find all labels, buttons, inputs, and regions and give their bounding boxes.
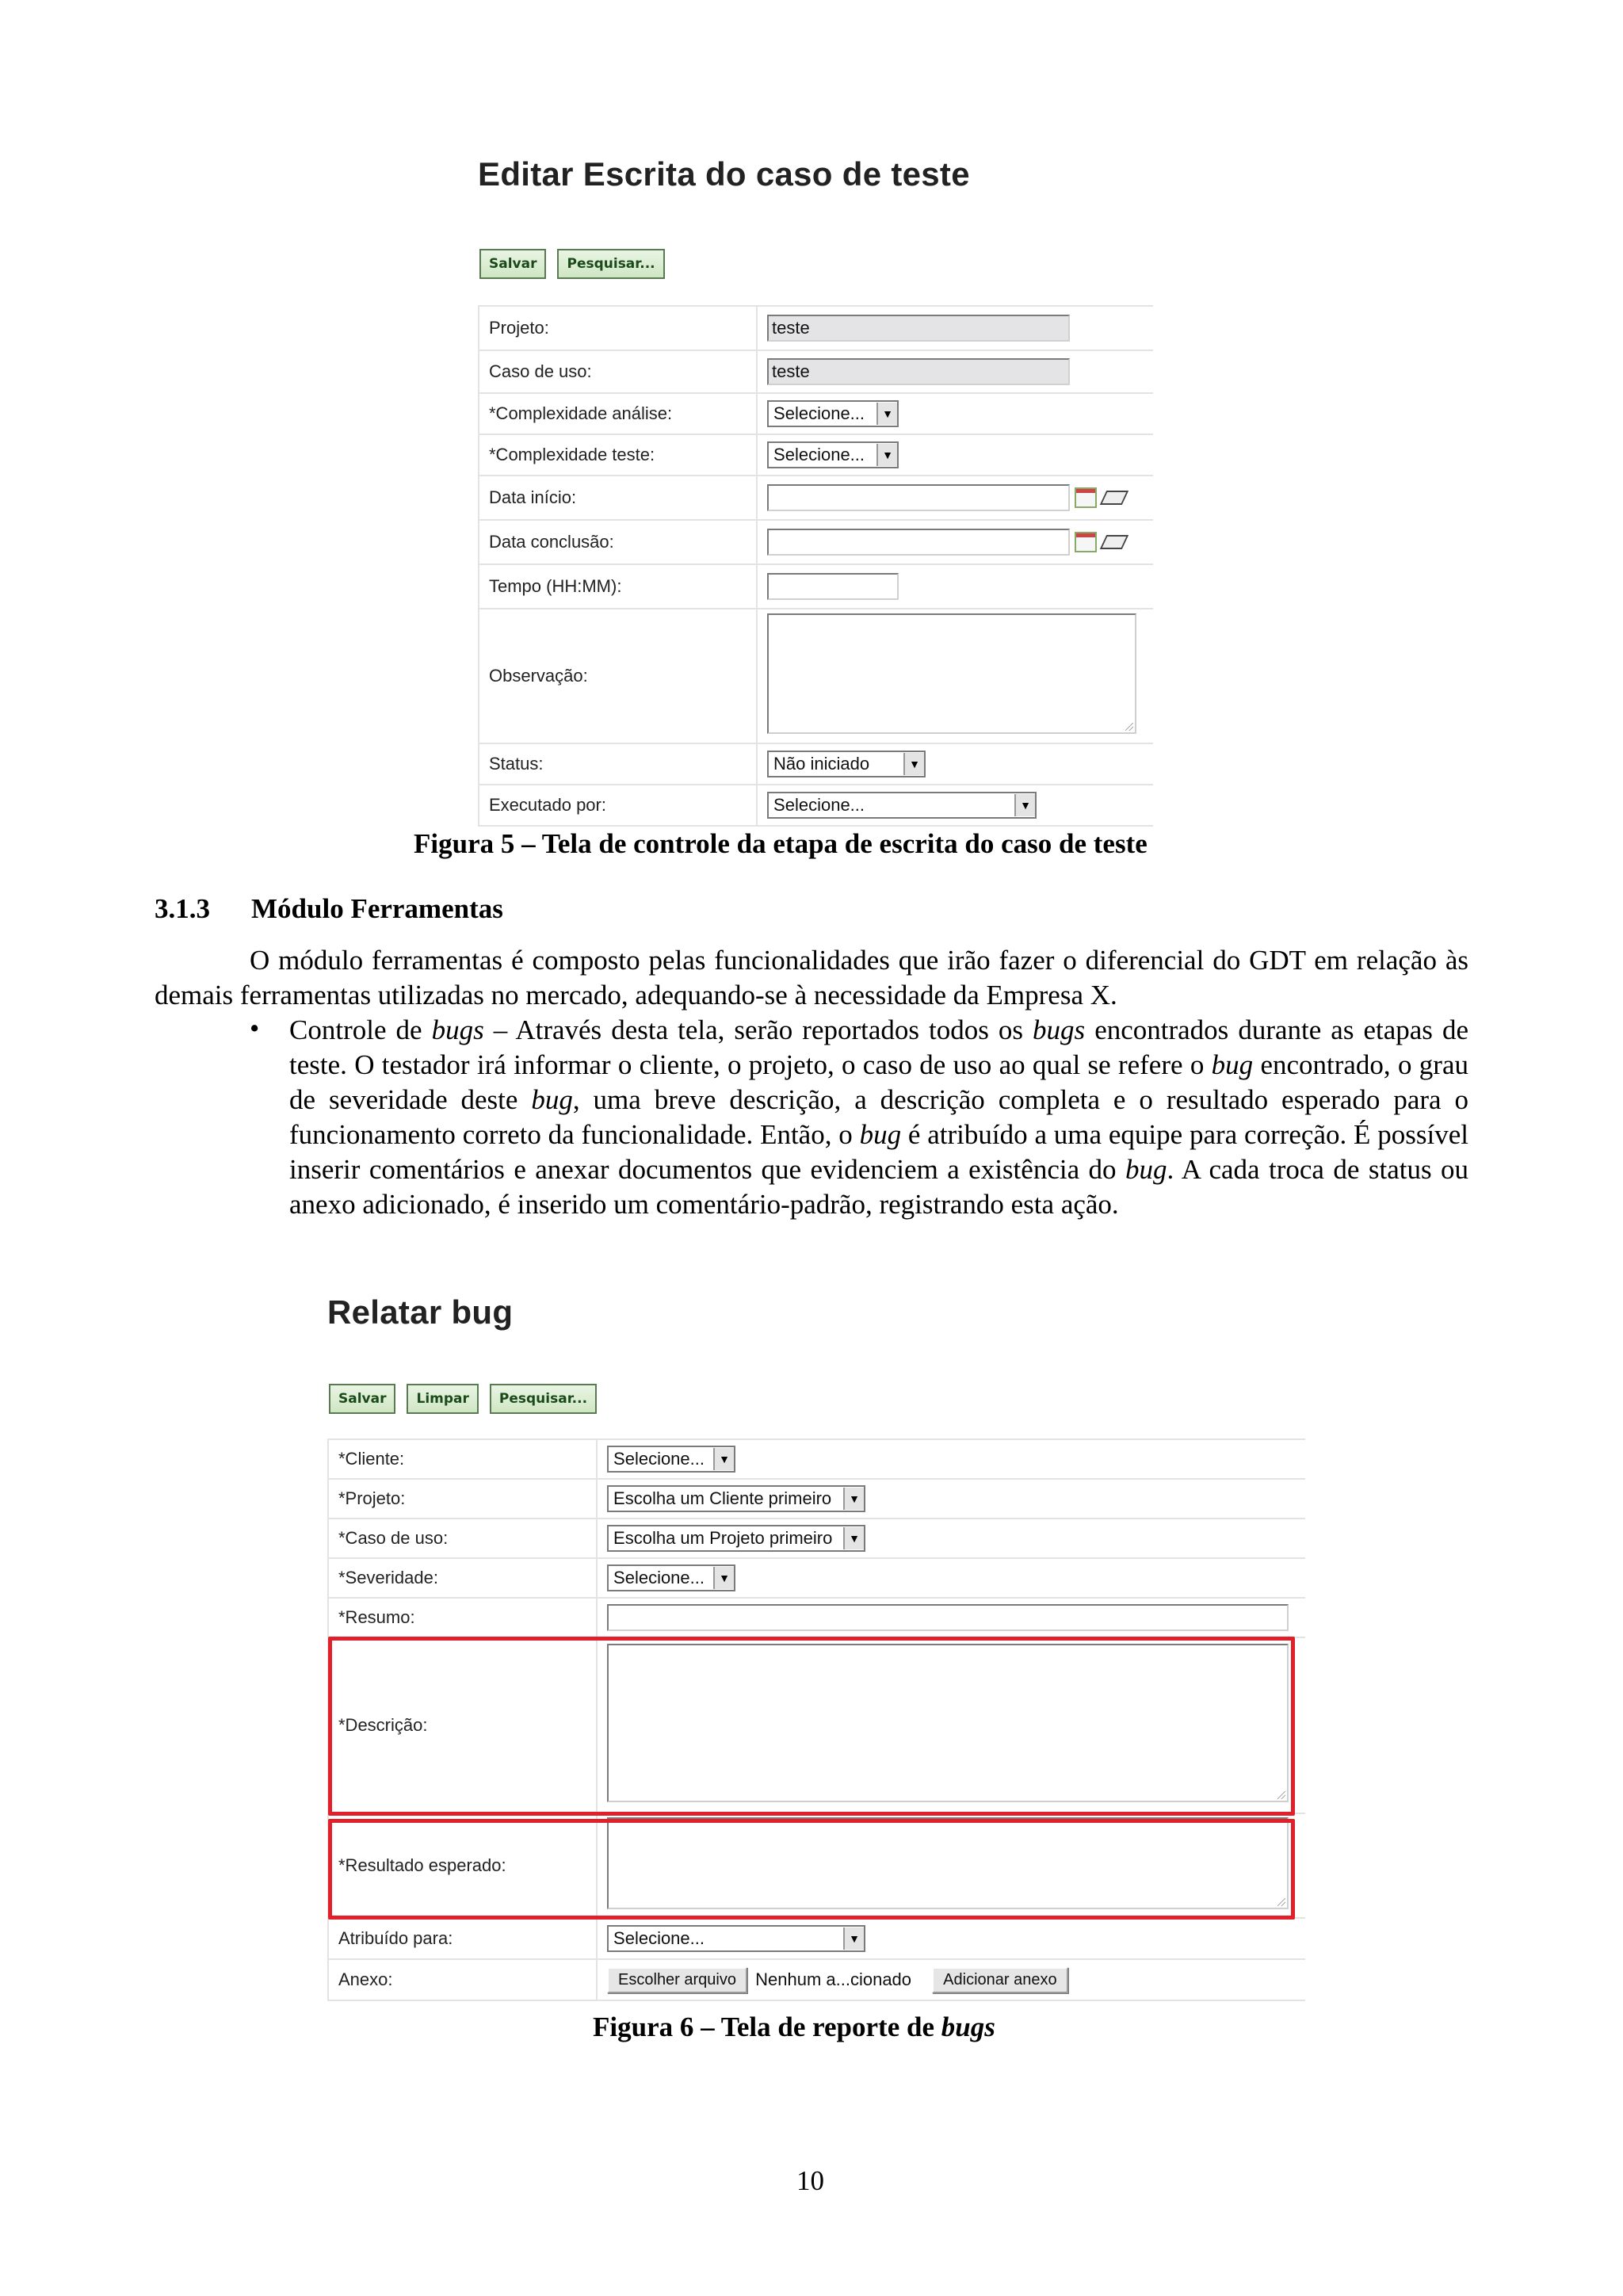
fig6-label-atribuido: Atribuído para:: [328, 1918, 597, 1959]
chevron-down-icon: ▼: [843, 1488, 864, 1510]
fig5-observacao-textarea[interactable]: [767, 613, 1136, 734]
fig5-search-button[interactable]: Pesquisar...: [557, 249, 664, 279]
fig5-label-projeto: Projeto:: [479, 306, 757, 350]
fig5-label-data-inicio: Data início:: [479, 476, 757, 520]
fig6-atribuido-value: Selecione...: [613, 1928, 705, 1948]
fig5-row-complexidade-analise: [479, 393, 1153, 434]
fig5-label-complexidade-teste: *Complexidade teste:: [479, 434, 757, 476]
fig5-label-executado-por: Executado por:: [479, 785, 757, 826]
fig5-row-data-inicio: [479, 476, 1153, 520]
section-title: Módulo Ferramentas: [251, 893, 503, 924]
bullet-text-run: encontrados durante as etapas de teste. O testador irá informar o cliente, o projeto, o caso de uso ao qual se refere o: [289, 1014, 1468, 1080]
eraser-icon[interactable]: [1100, 535, 1128, 549]
bullet-text-run: Controle de: [289, 1014, 432, 1045]
fig5-status-value: Não iniciado: [773, 754, 870, 774]
section-number: 3.1.3: [155, 893, 210, 924]
chevron-down-icon: ▼: [876, 403, 897, 425]
section-paragraph-text: O módulo ferramentas é composto pelas funcionalidades que irão fazer o diferencial do GDT em relação às demais ferramentas utilizadas no mercado, adequando-se à necessidade da Empresa X.: [155, 945, 1468, 1010]
fig6-cliente-value: Selecione...: [613, 1449, 705, 1469]
chevron-down-icon: ▼: [843, 1927, 864, 1950]
fig6-caption-text: Figura 6 – Tela de reporte de: [593, 2011, 941, 2042]
fig5-projeto-field: teste: [767, 315, 1070, 342]
fig6-projeto-value: Escolha um Cliente primeiro: [613, 1488, 832, 1508]
bullet-text: [289, 1014, 1468, 1220]
chevron-down-icon: ▼: [1014, 794, 1035, 816]
fig5-caso-uso-field: teste: [767, 358, 1070, 385]
bullet-italic-run: bug: [531, 1084, 573, 1115]
fig5-label-observacao: Observação:: [479, 609, 757, 743]
page-number: 10: [796, 2165, 824, 2196]
fig5-complexidade-analise-select[interactable]: [767, 400, 899, 427]
fig6-title: Relatar bug: [327, 1293, 514, 1331]
fig6-toolbar: [329, 1384, 597, 1414]
fig6-cliente-select[interactable]: [607, 1446, 735, 1473]
fig6-row-atribuido: [328, 1918, 1305, 1959]
fig6-row-severidade: [328, 1558, 1305, 1598]
fig5-tempo-input[interactable]: [767, 573, 899, 600]
bullet-text-run: encontrado, o grau de severidade deste: [289, 1049, 1468, 1115]
fig6-caption-italic: bugs: [941, 2011, 995, 2042]
bullet-text-run: – Através desta tela, serão reportados todos os: [483, 1014, 1033, 1045]
fig6-label-anexo: Anexo:: [328, 1959, 597, 2000]
fig6-label-descricao: *Descrição:: [328, 1637, 597, 1813]
bullet-italic-run: bug: [1211, 1049, 1254, 1080]
fig5-executado-por-select[interactable]: [767, 792, 1037, 819]
fig5-data-inicio-input[interactable]: [767, 484, 1070, 511]
fig5-title: Editar Escrita do caso de teste: [478, 155, 970, 193]
fig5-label-status: Status:: [479, 743, 757, 785]
bullet-text-run: . A cada troca de status ou anexo adicionado, é inserido um comentário-padrão, registrando esta ação.: [289, 1154, 1468, 1220]
fig6-row-anexo: [328, 1959, 1305, 2000]
fig5-data-conclusao-input[interactable]: [767, 529, 1070, 556]
calendar-icon[interactable]: [1075, 487, 1097, 508]
choose-file-button[interactable]: Escolher arquivo: [607, 1967, 747, 1993]
fig6-severidade-value: Selecione...: [613, 1568, 705, 1587]
bullet-italic-run: bug: [859, 1119, 902, 1150]
chevron-down-icon: ▼: [843, 1527, 864, 1549]
fig6-caso-uso-value: Escolha um Projeto primeiro: [613, 1528, 833, 1548]
fig6-resumo-input[interactable]: [607, 1604, 1289, 1631]
descricao-highlight-box: [328, 1637, 1295, 1816]
fig5-row-observacao: [479, 609, 1153, 743]
fig6-atribuido-select[interactable]: [607, 1925, 865, 1952]
bullet-italic-run: bugs: [1033, 1014, 1086, 1045]
fig6-label-projeto: *Projeto:: [328, 1479, 597, 1519]
fig5-caption: Figura 5 – Tela de controle da etapa de escrita do caso de teste: [414, 828, 1148, 859]
fig6-row-cliente: [328, 1439, 1305, 1479]
bullet-italic-run: bugs: [431, 1014, 484, 1045]
fig5-label-complexidade-analise: *Complexidade análise:: [479, 393, 757, 434]
fig5-complexidade-teste-value: Selecione...: [773, 445, 865, 464]
fig5-label-tempo: Tempo (HH:MM):: [479, 564, 757, 609]
fig5-toolbar: [479, 249, 665, 279]
fig6-severidade-select[interactable]: [607, 1564, 735, 1591]
bullet-marker: •: [250, 1013, 260, 1044]
fig5-row-tempo: [479, 564, 1153, 609]
fig6-projeto-select[interactable]: [607, 1485, 865, 1512]
section-paragraph: [155, 943, 1468, 1013]
fig6-save-button[interactable]: Salvar: [329, 1384, 395, 1414]
fig6-label-resumo: *Resumo:: [328, 1598, 597, 1637]
fig5-row-data-conclusao: [479, 520, 1153, 564]
fig5-form: [478, 305, 1153, 827]
calendar-icon[interactable]: [1075, 532, 1097, 552]
fig6-label-resultado-esperado: *Resultado esperado:: [328, 1813, 597, 1918]
fig5-status-select[interactable]: [767, 751, 926, 777]
no-file-chosen-text: Nenhum a...cionado: [755, 1969, 912, 1989]
chevron-down-icon: ▼: [713, 1567, 734, 1589]
bullet-paragraph: [289, 1013, 1468, 1222]
chevron-down-icon: ▼: [876, 444, 897, 466]
add-attachment-button[interactable]: Adicionar anexo: [932, 1967, 1067, 1993]
fig6-caso-uso-select[interactable]: [607, 1525, 865, 1552]
fig5-executado-por-value: Selecione...: [773, 795, 865, 815]
fig5-label-caso-uso: Caso de uso:: [479, 350, 757, 393]
fig5-row-projeto: [479, 306, 1153, 350]
fig6-row-projeto: [328, 1479, 1305, 1519]
fig6-label-cliente: *Cliente:: [328, 1439, 597, 1479]
bullet-text-run: , uma breve descrição, a descrição completa e o resultado esperado para o funcionamento correto da funcionalidade. Então, o: [289, 1084, 1468, 1150]
fig5-row-status: [479, 743, 1153, 785]
fig5-complexidade-teste-select[interactable]: [767, 441, 899, 468]
fig6-search-button[interactable]: Pesquisar...: [490, 1384, 597, 1414]
fig5-row-caso-uso: [479, 350, 1153, 393]
fig6-label-caso-uso: *Caso de uso:: [328, 1519, 597, 1558]
fig6-clear-button[interactable]: Limpar: [407, 1384, 478, 1414]
fig6-label-severidade: *Severidade:: [328, 1558, 597, 1598]
chevron-down-icon: ▼: [713, 1448, 734, 1470]
bullet-italic-run: bug: [1125, 1154, 1167, 1185]
fig5-save-button[interactable]: Salvar: [479, 249, 546, 279]
fig5-row-complexidade-teste: [479, 434, 1153, 476]
fig5-complexidade-analise-value: Selecione...: [773, 403, 865, 423]
fig6-row-resumo: [328, 1598, 1305, 1637]
resultado-highlight-box: [328, 1819, 1295, 1920]
fig6-row-caso-uso: [328, 1519, 1305, 1558]
fig5-row-executado-por: [479, 785, 1153, 826]
chevron-down-icon: ▼: [903, 753, 924, 775]
bullet-text-run: é atribuído a uma equipe para correção. É possível inserir comentários e anexar documentos que evidenciem a existência do: [289, 1119, 1468, 1185]
fig5-label-data-conclusao: Data conclusão:: [479, 520, 757, 564]
eraser-icon[interactable]: [1100, 491, 1128, 505]
fig6-caption: [593, 2011, 995, 2043]
